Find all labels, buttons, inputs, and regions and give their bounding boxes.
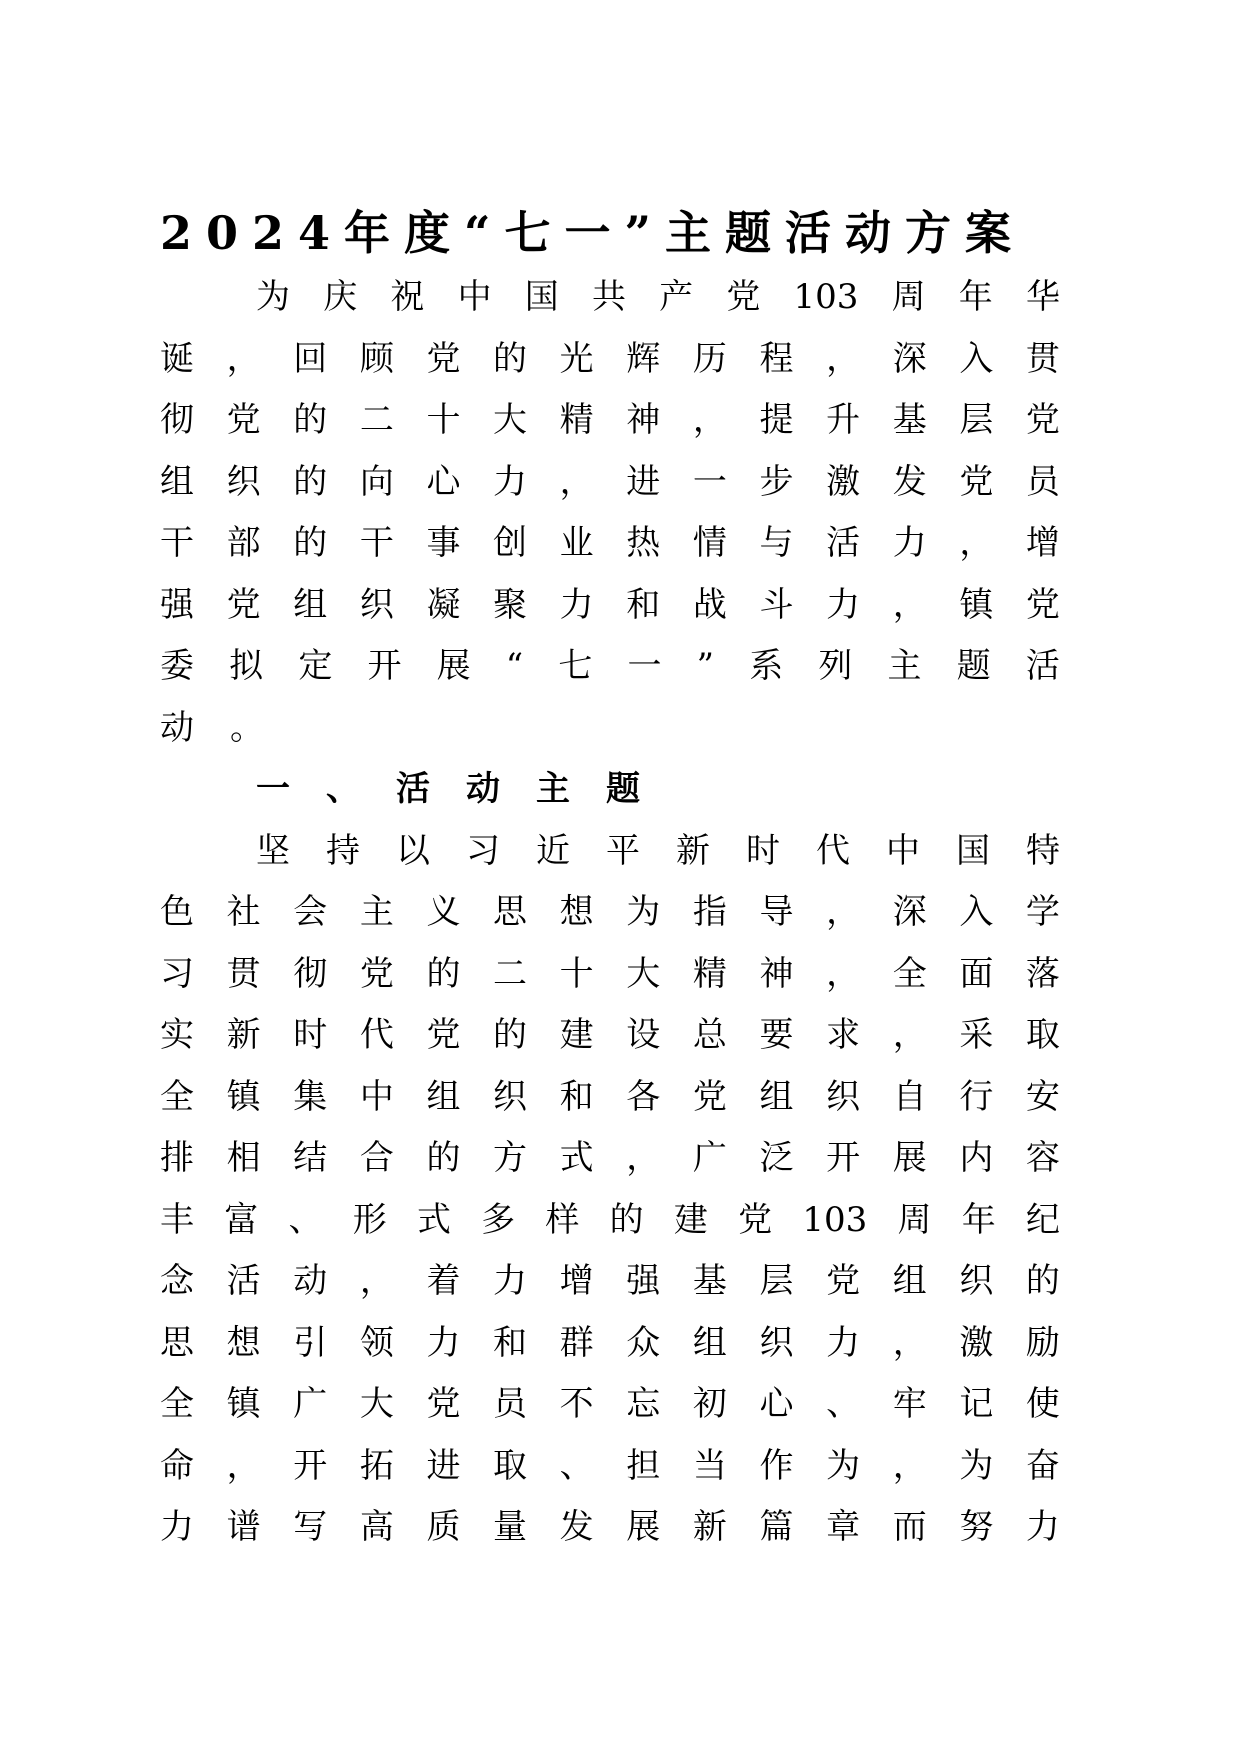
- text-char: 特: [1026, 830, 1060, 871]
- text-char: 面: [959, 953, 994, 994]
- text-char: 镇: [959, 584, 994, 625]
- text-char: 想: [226, 1322, 261, 1363]
- text-char: 组: [426, 1076, 461, 1117]
- text-char: 、: [288, 1199, 323, 1240]
- text-char: 结: [293, 1138, 328, 1178]
- paragraph-line: [160, 1379, 1060, 1429]
- text-char: 员: [493, 1384, 528, 1424]
- text-char: ，: [626, 1138, 661, 1178]
- text-char: 富: [224, 1199, 259, 1240]
- text-char: 牢: [892, 1384, 927, 1424]
- text-char: 新: [692, 1507, 727, 1547]
- text-char: 织: [959, 1261, 994, 1301]
- text-char: 建: [673, 1199, 708, 1240]
- text-char: 平: [606, 830, 640, 871]
- text-char: 习: [466, 830, 500, 871]
- text-char: 与: [759, 523, 794, 563]
- text-char: 奋: [1025, 1445, 1060, 1486]
- text-char: 干: [160, 523, 194, 563]
- text-char: 新: [226, 1015, 261, 1055]
- text-char: 的: [293, 523, 328, 563]
- paragraph-line: [160, 703, 1060, 753]
- text-char: 努: [959, 1507, 994, 1547]
- text-char: 展: [626, 1507, 661, 1547]
- text-char: 历: [692, 338, 727, 379]
- text-char: 彻: [293, 953, 328, 994]
- text-char: 心: [426, 461, 461, 502]
- text-char: 干: [359, 523, 394, 563]
- text-char: ，: [692, 400, 727, 440]
- text-char: 导: [759, 892, 794, 932]
- text-char: 组: [692, 1322, 727, 1363]
- text-char: 和: [559, 1076, 594, 1117]
- text-char: 取: [1025, 1015, 1060, 1055]
- text-char: 向: [359, 461, 394, 502]
- text-char: 斗: [759, 584, 794, 625]
- paragraph-line: [160, 641, 1060, 691]
- text-char: 形: [352, 1199, 387, 1240]
- text-char: 基: [892, 400, 927, 440]
- text-char: 七: [558, 646, 593, 686]
- text-char: 十: [426, 400, 461, 440]
- text-char: 思: [160, 1322, 194, 1363]
- text-char: 业: [559, 523, 594, 563]
- text-char: 方: [493, 1138, 528, 1178]
- text-char: 想: [559, 892, 594, 932]
- text-char: 设: [626, 1015, 661, 1055]
- paragraph-line: [160, 1502, 1060, 1552]
- text-char: 当: [692, 1445, 727, 1486]
- text-char: 安: [1025, 1076, 1060, 1117]
- text-char: 党: [226, 584, 261, 625]
- text-char: 进: [626, 461, 661, 502]
- text-char: 记: [959, 1384, 994, 1424]
- text-char: 时: [746, 830, 780, 871]
- text-char: 的: [426, 1138, 461, 1178]
- text-char: ”: [696, 646, 715, 686]
- text-char: 定: [298, 646, 333, 686]
- text-char: 党: [426, 338, 461, 379]
- text-char: 力: [493, 461, 528, 502]
- text-char: 采: [959, 1015, 994, 1055]
- text-char: 、: [326, 769, 360, 809]
- text-char: 力: [826, 584, 861, 625]
- text-char: 的: [426, 953, 461, 994]
- text-char: ，: [826, 892, 861, 932]
- text-char: 活: [396, 769, 430, 809]
- text-char: 凝: [426, 584, 461, 625]
- text-char: ，: [826, 338, 861, 379]
- text-char: 创: [493, 523, 528, 563]
- paragraph-line: [160, 1133, 1060, 1183]
- text-char: 开: [826, 1138, 861, 1178]
- text-char: 委: [160, 646, 194, 686]
- text-char: 使: [1025, 1384, 1060, 1424]
- text-char: 一: [256, 769, 290, 809]
- text-char: ，: [892, 1445, 927, 1486]
- text-char: 展: [892, 1138, 927, 1178]
- text-char: 谱: [226, 1507, 261, 1547]
- text-char: ，: [226, 1445, 261, 1486]
- text-char: 自: [892, 1076, 927, 1117]
- text-char: 国: [956, 830, 990, 871]
- text-char: 年: [958, 277, 993, 317]
- text-char: 求: [826, 1015, 861, 1055]
- text-char: 落: [1025, 953, 1060, 994]
- text-char: 系: [749, 646, 784, 686]
- text-char: 庆: [323, 277, 358, 317]
- text-char: 织: [493, 1076, 528, 1117]
- text-char: 担: [626, 1445, 661, 1486]
- paragraph-line: [160, 1441, 1060, 1491]
- paragraph-line: [160, 1256, 1060, 1306]
- text-char: 活: [1025, 646, 1060, 686]
- text-char: 党: [726, 277, 761, 317]
- text-char: 建: [559, 1015, 594, 1055]
- text-char: 升: [826, 400, 861, 440]
- text-char: 发: [559, 1507, 594, 1547]
- text-char: 容: [1025, 1138, 1060, 1178]
- text-char: 实: [160, 1015, 194, 1055]
- text-char: 着: [426, 1261, 461, 1301]
- text-char: 事: [426, 523, 461, 563]
- text-char: ，: [559, 461, 594, 502]
- text-char: 部: [226, 523, 261, 563]
- text-char: 年: [961, 1199, 996, 1240]
- text-char: 为: [826, 1445, 861, 1486]
- text-char: 党: [226, 400, 261, 440]
- paragraph-line: [160, 580, 1060, 630]
- paragraph-line: [160, 457, 1060, 507]
- text-char: 党: [426, 1384, 461, 1424]
- text-char: 各: [626, 1076, 661, 1117]
- text-char: 中: [457, 277, 492, 317]
- text-char: 织: [359, 584, 394, 625]
- text-char: 式: [559, 1138, 594, 1178]
- text-char: ，: [892, 1322, 927, 1363]
- text-char: 步: [759, 461, 794, 502]
- text-char: ，: [892, 1015, 927, 1055]
- text-char: 不: [559, 1384, 594, 1424]
- text-char: 产: [659, 277, 694, 317]
- text-char: 强: [626, 1261, 661, 1301]
- text-char: 群: [559, 1322, 594, 1363]
- text-char: 进: [426, 1445, 461, 1486]
- text-char: 党: [1025, 400, 1060, 440]
- paragraph-line: [160, 1318, 1060, 1368]
- text-char: 主: [536, 769, 570, 809]
- text-char: 纪: [1025, 1199, 1060, 1240]
- text-char: 拟: [229, 646, 264, 686]
- text-char: 泛: [759, 1138, 794, 1178]
- text-char: 一: [627, 646, 662, 686]
- text-char: 题: [956, 646, 991, 686]
- text-char: 全: [160, 1076, 194, 1117]
- text-char: 力: [493, 1261, 528, 1301]
- text-char: 质: [426, 1507, 461, 1547]
- text-char: 组: [892, 1261, 927, 1301]
- text-char: 思: [493, 892, 528, 932]
- text-char: 近: [536, 830, 570, 871]
- text-char: 顾: [359, 338, 394, 379]
- text-char: 广: [692, 1138, 727, 1178]
- text-char: 初: [692, 1384, 727, 1424]
- text-char: 镇: [226, 1384, 261, 1424]
- text-char: 样: [545, 1199, 580, 1240]
- text-char: 彻: [160, 400, 194, 440]
- text-char: 党: [359, 953, 394, 994]
- text-char: 103: [802, 1199, 868, 1240]
- text-char: 力: [1025, 1507, 1060, 1547]
- text-char: 党: [692, 1076, 727, 1117]
- text-char: 一: [692, 461, 727, 502]
- text-char: 内: [959, 1138, 994, 1178]
- text-char: 强: [160, 584, 194, 625]
- text-char: 组: [293, 584, 328, 625]
- text-char: 员: [1025, 461, 1060, 502]
- text-char: 社: [226, 892, 261, 932]
- paragraph-line: [160, 949, 1060, 999]
- text-char: 力: [892, 523, 927, 563]
- text-char: 组: [759, 1076, 794, 1117]
- text-char: 为: [626, 892, 661, 932]
- text-char: 广: [293, 1384, 328, 1424]
- text-char: 高: [359, 1507, 394, 1547]
- text-char: 贯: [226, 953, 261, 994]
- text-char: 动: [293, 1261, 328, 1301]
- text-char: 回: [293, 338, 328, 379]
- text-char: 全: [892, 953, 927, 994]
- text-char: 国: [524, 277, 559, 317]
- text-char: 华: [1025, 277, 1060, 317]
- text-char: 精: [559, 400, 594, 440]
- text-char: 代: [359, 1015, 394, 1055]
- text-char: 大: [493, 400, 528, 440]
- text-char: 心: [759, 1384, 794, 1424]
- text-char: 深: [892, 892, 927, 932]
- text-char: 力: [559, 584, 594, 625]
- text-char: 发: [892, 461, 927, 502]
- text-char: 大: [626, 953, 661, 994]
- text-char: 党: [826, 1261, 861, 1301]
- text-char: 层: [759, 1261, 794, 1301]
- text-char: ，: [826, 953, 861, 994]
- text-char: ，: [892, 584, 927, 625]
- text-char: 多: [481, 1199, 516, 1240]
- text-char: 要: [759, 1015, 794, 1055]
- text-char: 周: [897, 1199, 932, 1240]
- text-char: 精: [692, 953, 727, 994]
- text-char: 党: [426, 1015, 461, 1055]
- text-char: 写: [293, 1507, 328, 1547]
- text-char: 作: [759, 1445, 794, 1486]
- text-char: 励: [1025, 1322, 1060, 1363]
- text-char: “: [505, 646, 524, 686]
- text-char: 增: [1025, 523, 1060, 563]
- text-char: 镇: [226, 1076, 261, 1117]
- text-char: 展: [436, 646, 471, 686]
- text-char: 辉: [626, 338, 661, 379]
- text-char: 情: [692, 523, 727, 563]
- text-char: 众: [626, 1322, 661, 1363]
- text-char: 贯: [1025, 338, 1060, 379]
- text-char: 的: [493, 338, 528, 379]
- text-char: 忘: [626, 1384, 661, 1424]
- text-char: 祝: [390, 277, 425, 317]
- paragraph-line: [160, 334, 1060, 384]
- text-char: 的: [293, 400, 328, 440]
- text-char: 为: [959, 1445, 994, 1486]
- text-char: 开: [293, 1445, 328, 1486]
- text-char: 织: [226, 461, 261, 502]
- text-char: 程: [759, 338, 794, 379]
- text-char: 的: [609, 1199, 644, 1240]
- text-char: 十: [559, 953, 594, 994]
- text-char: 二: [359, 400, 394, 440]
- paragraph-line: [160, 395, 1060, 445]
- text-char: 排: [160, 1138, 194, 1178]
- text-char: 共: [591, 277, 626, 317]
- text-char: 大: [359, 1384, 394, 1424]
- text-char: ，: [226, 338, 261, 379]
- text-char: 党: [738, 1199, 773, 1240]
- text-char: 光: [559, 338, 594, 379]
- text-char: 命: [160, 1445, 194, 1486]
- paragraph-line: [256, 272, 1060, 322]
- text-char: 。: [230, 707, 264, 748]
- text-char: 神: [626, 400, 661, 440]
- paragraph-line: [160, 1195, 1060, 1245]
- text-char: 量: [493, 1507, 528, 1547]
- text-char: 提: [759, 400, 794, 440]
- text-char: 篇: [759, 1507, 794, 1547]
- text-char: 念: [160, 1261, 194, 1301]
- text-char: 丰: [160, 1199, 194, 1240]
- text-char: 织: [826, 1076, 861, 1117]
- text-char: 组: [160, 461, 194, 502]
- text-char: 拓: [359, 1445, 394, 1486]
- text-char: 和: [626, 584, 661, 625]
- text-char: 章: [826, 1507, 861, 1547]
- text-char: 103: [793, 277, 859, 317]
- text-char: 领: [359, 1322, 394, 1363]
- text-char: 会: [293, 892, 328, 932]
- text-char: 的: [1025, 1261, 1060, 1301]
- text-char: 的: [493, 1015, 528, 1055]
- text-char: 时: [293, 1015, 328, 1055]
- text-char: 、: [826, 1384, 861, 1424]
- text-char: 深: [892, 338, 927, 379]
- text-char: 新: [676, 830, 710, 871]
- text-char: 动: [466, 769, 500, 809]
- text-char: 开: [367, 646, 402, 686]
- text-char: 和: [493, 1322, 528, 1363]
- text-char: 入: [959, 892, 994, 932]
- text-char: 合: [359, 1138, 394, 1178]
- text-char: 取: [493, 1445, 528, 1486]
- text-char: 坚: [256, 830, 290, 871]
- text-char: 色: [160, 892, 194, 932]
- text-char: 式: [416, 1199, 451, 1240]
- text-char: 神: [759, 953, 794, 994]
- text-char: 聚: [493, 584, 528, 625]
- text-char: 列: [818, 646, 853, 686]
- text-char: 活: [226, 1261, 261, 1301]
- text-char: 主: [887, 646, 922, 686]
- text-char: 热: [626, 523, 661, 563]
- paragraph-line: [160, 1072, 1060, 1122]
- text-char: 持: [326, 830, 360, 871]
- text-char: 党: [959, 461, 994, 502]
- text-char: 指: [692, 892, 727, 932]
- text-char: 以: [396, 830, 430, 871]
- text-char: 主: [359, 892, 394, 932]
- text-char: 代: [816, 830, 850, 871]
- text-char: 习: [160, 953, 194, 994]
- text-char: 诞: [160, 338, 194, 379]
- text-char: 总: [692, 1015, 727, 1055]
- text-char: 行: [959, 1076, 994, 1117]
- text-char: 的: [293, 461, 328, 502]
- text-char: 力: [160, 1507, 194, 1547]
- text-char: 二: [493, 953, 528, 994]
- section-heading: [256, 764, 640, 814]
- text-char: 相: [226, 1138, 261, 1178]
- text-char: 力: [426, 1322, 461, 1363]
- text-char: 激: [959, 1322, 994, 1363]
- text-char: 学: [1025, 892, 1060, 932]
- paragraph-line: [160, 887, 1060, 937]
- text-char: 动: [160, 707, 194, 748]
- text-char: ，: [959, 523, 994, 563]
- text-char: 入: [959, 338, 994, 379]
- text-char: 周: [891, 277, 926, 317]
- paragraph-line: [160, 1010, 1060, 1060]
- text-char: 而: [892, 1507, 927, 1547]
- text-char: 织: [759, 1322, 794, 1363]
- text-char: 集: [293, 1076, 328, 1117]
- text-char: 引: [293, 1322, 328, 1363]
- text-char: 增: [559, 1261, 594, 1301]
- text-char: 活: [826, 523, 861, 563]
- text-char: 战: [692, 584, 727, 625]
- paragraph-line: [160, 518, 1060, 568]
- text-char: 中: [359, 1076, 394, 1117]
- text-char: 激: [826, 461, 861, 502]
- paragraph-line: [256, 826, 1060, 876]
- document-title: 2024年度“七一”主题活动方案: [160, 206, 1025, 260]
- text-char: 题: [606, 769, 640, 809]
- text-char: 义: [426, 892, 461, 932]
- text-char: ，: [359, 1261, 394, 1301]
- text-char: 、: [559, 1445, 594, 1486]
- text-char: 为: [256, 277, 290, 317]
- text-char: 中: [886, 830, 920, 871]
- text-char: 党: [1025, 584, 1060, 625]
- text-char: 全: [160, 1384, 194, 1424]
- text-char: 力: [826, 1322, 861, 1363]
- text-char: 层: [959, 400, 994, 440]
- text-char: 基: [692, 1261, 727, 1301]
